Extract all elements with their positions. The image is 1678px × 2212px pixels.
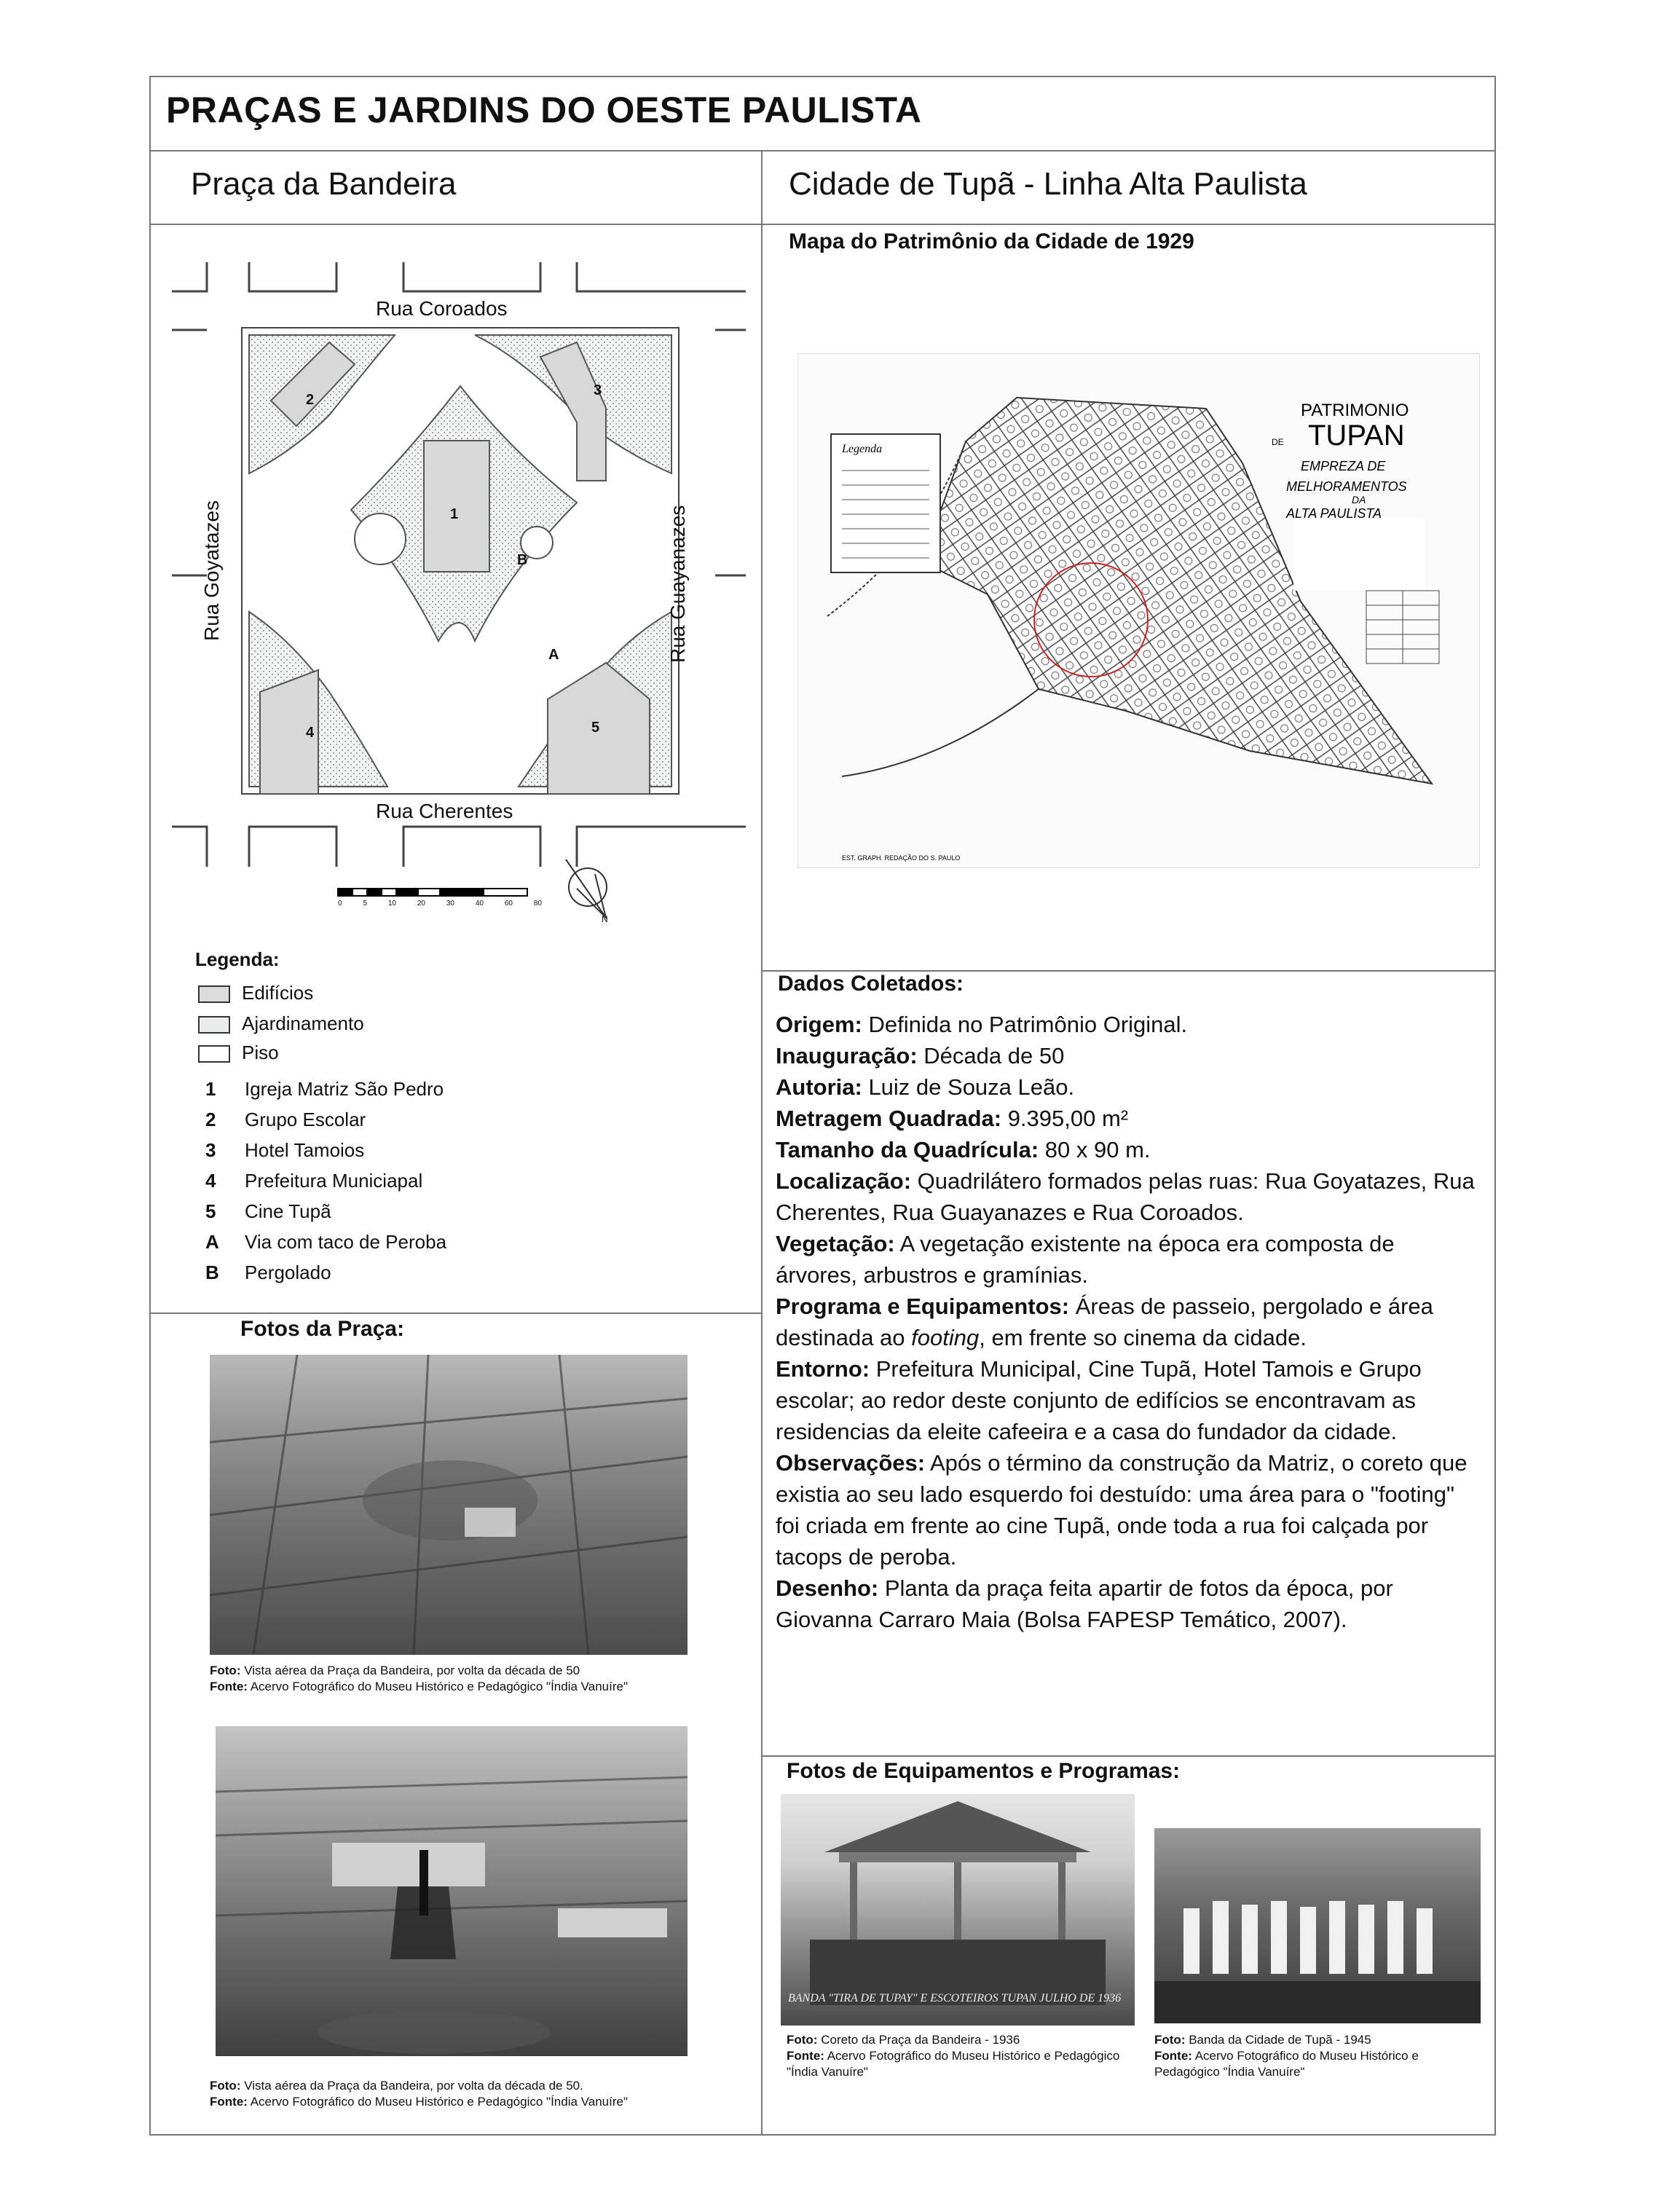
historic-map-footer: EST. GRAPH. REDAÇÃO DO S. PAULO [842, 854, 961, 862]
divider [149, 224, 1496, 225]
legend-items [205, 1074, 446, 1288]
aerial-photo-2 [216, 1726, 688, 2056]
historic-map-title-1: PATRIMONIO [1301, 401, 1409, 420]
swatch-garden [198, 1016, 230, 1034]
data-row: Metragem Quadrada: 9.395,00 m² [776, 1106, 1129, 1131]
photo-2-caption: Foto: Vista aérea da Praça da Bandeira, por volta da década de 50. Fonte: Acervo Fotográfico do Museu Histórico e Pedagógico "Índia Vanuíre" [210, 2079, 628, 2109]
data-row: Inauguração: Década de 50 [776, 1043, 1065, 1068]
scale-label: 60 [504, 900, 513, 908]
street-top: Rua Coroados [376, 297, 508, 320]
legend-item: 5 Cine Tupã [205, 1200, 331, 1222]
marker-3: 3 [594, 382, 602, 398]
scale-label: 0 [338, 900, 342, 908]
data-row: Entorno: Prefeitura Municipal, Cine Tupã, Hotel Tamois e Grupo escolar; ao redor deste conjunto de edifícios se encontravam as residencias da eleite cafeeira e a casa do fundador da cidade. [776, 1356, 1422, 1444]
swatch-floor [198, 1045, 230, 1063]
bandstand-caption: Foto: Coreto da Praça da Bandeira - 1936 Fonte: Acervo Fotográfico do Museu Histórico e Pedagógico "Índia Vanuíre" [787, 2033, 1120, 2079]
legend-heading: Legenda: [195, 948, 280, 970]
legend-swatch-label: Edifícios [242, 982, 314, 1004]
bandstand-inscription: BANDA "TIRA DE TUPAY" E ESCOTEIROS TUPAN JULHO DE 1936 [788, 1992, 1122, 2004]
swatch-buildings [198, 985, 230, 1003]
scale-labels [338, 900, 542, 908]
street-right: Rua Guayanazes [666, 505, 689, 663]
photo-1-caption: Foto: Vista aérea da Praça da Bandeira, por volta da década de 50 Fonte: Acervo Fotográfico do Museu Histórico e Pedagógico "Índia Vanuíre" [210, 1664, 628, 1693]
scale-label: 10 [387, 900, 396, 908]
city-name: Cidade de Tupã - Linha Alta Paulista [789, 166, 1307, 202]
historic-map-title-6: DA [1352, 494, 1366, 505]
aerial-photo-1-drawing [210, 1355, 688, 1655]
data-heading: Dados Coletados: [778, 972, 964, 996]
marker-4: 4 [306, 725, 315, 741]
band-drawing [1154, 1828, 1481, 2023]
legend-item: 2 Grupo Escolar [205, 1109, 366, 1130]
north-label: N [602, 914, 608, 924]
historic-map-title-2: DE [1272, 437, 1284, 447]
data-row: Origem: Definida no Patrimônio Original. [776, 1012, 1188, 1037]
marker-1: 1 [450, 506, 459, 522]
marker-b: B [517, 552, 528, 568]
scale-label: 40 [475, 900, 484, 908]
equipment-photos-heading: Fotos de Equipamentos e Programas: [787, 1759, 1181, 1783]
historic-map-title-7: ALTA PAULISTA [1286, 506, 1382, 521]
historic-map-title-5: MELHORAMENTOS [1286, 479, 1407, 494]
legend-item: B Pergolado [205, 1262, 331, 1283]
square-photos-heading: Fotos da Praça: [240, 1317, 405, 1341]
bandstand-drawing [781, 1794, 1135, 2026]
historic-map-heading: Mapa do Patrimônio da Cidade de 1929 [789, 229, 1194, 253]
bandstand-photo [781, 1794, 1135, 2026]
square-plan [169, 262, 752, 961]
scale-label: 20 [417, 900, 425, 908]
aerial-photo-1 [210, 1355, 688, 1655]
band-photo [1154, 1828, 1481, 2023]
data-row: Autoria: Luiz de Souza Leão. [776, 1074, 1075, 1100]
page-title: PRAÇAS E JARDINS DO OESTE PAULISTA [166, 90, 922, 130]
legend-swatch-label: Ajardinamento [242, 1012, 364, 1034]
data-row: Vegetação: A vegetação existente na época era composta de árvores, arbustros e gramínias. [776, 1231, 1395, 1288]
data-block [776, 1009, 1475, 1635]
marker-2: 2 [306, 392, 315, 408]
scale-label: 30 [446, 900, 454, 908]
historic-map-drawing [798, 354, 1479, 867]
historic-map-title-4: EMPREZA DE [1301, 459, 1386, 473]
data-row: Observações: Após o término da construção da Matriz, o coreto que existia ao seu lado esquerdo foi destuído: uma área para o "footing" foi criada em frente ao cine Tupã, onde toda a rua foi calçada por tacops de peroba. [776, 1450, 1468, 1570]
street-left: Rua Goyatazes [200, 500, 223, 641]
marker-a: A [548, 647, 559, 663]
scale-label: 80 [533, 900, 542, 908]
band-caption: Foto: Banda da Cidade de Tupã - 1945 Fonte: Acervo Fotográfico do Museu Histórico e Pedagógico "Índia Vanuíre" [1154, 2033, 1419, 2079]
legend-swatch-row [198, 982, 313, 1004]
historic-map [797, 353, 1480, 868]
column-divider [761, 150, 763, 2136]
legend-item: 3 Hotel Tamoios [205, 1139, 365, 1161]
legend-swatch-row [198, 1042, 279, 1064]
data-row: Desenho: Planta da praça feita apartir de fotos da época, por Giovanna Carraro Maia (Bolsa FAPESP Temático, 2007). [776, 1575, 1393, 1632]
legend-item: 4 Prefeitura Municiapal [205, 1170, 423, 1192]
divider [149, 150, 1496, 151]
divider [149, 1312, 761, 1314]
square-name: Praça da Bandeira [191, 166, 457, 202]
historic-map-title-3: TUPAN [1308, 420, 1405, 452]
data-row: Localização: Quadrilátero formados pelas ruas: Rua Goyatazes, Rua Cherentes, Rua Guayanazes e Rua Coroados. [776, 1168, 1475, 1225]
legend-swatch-row [198, 1012, 364, 1035]
legend-swatch-label: Piso [242, 1042, 279, 1063]
historic-map-legend-title: Legenda [842, 443, 883, 455]
data-row: Programa e Equipamentos: Áreas de passeio, pergolado e área destinada ao footing, em frente so cinema da cidade. [776, 1294, 1433, 1350]
data-row: Tamanho da Quadrícula: 80 x 90 m. [776, 1137, 1151, 1162]
legend-item: A Via com taco de Peroba [205, 1231, 447, 1253]
aerial-photo-2-drawing [216, 1726, 688, 2056]
legend-item: 1 Igreja Matriz São Pedro [205, 1078, 444, 1100]
divider [761, 1755, 1496, 1757]
marker-5: 5 [591, 720, 600, 736]
scale-label: 5 [363, 900, 367, 908]
street-bottom: Rua Cherentes [376, 800, 513, 822]
